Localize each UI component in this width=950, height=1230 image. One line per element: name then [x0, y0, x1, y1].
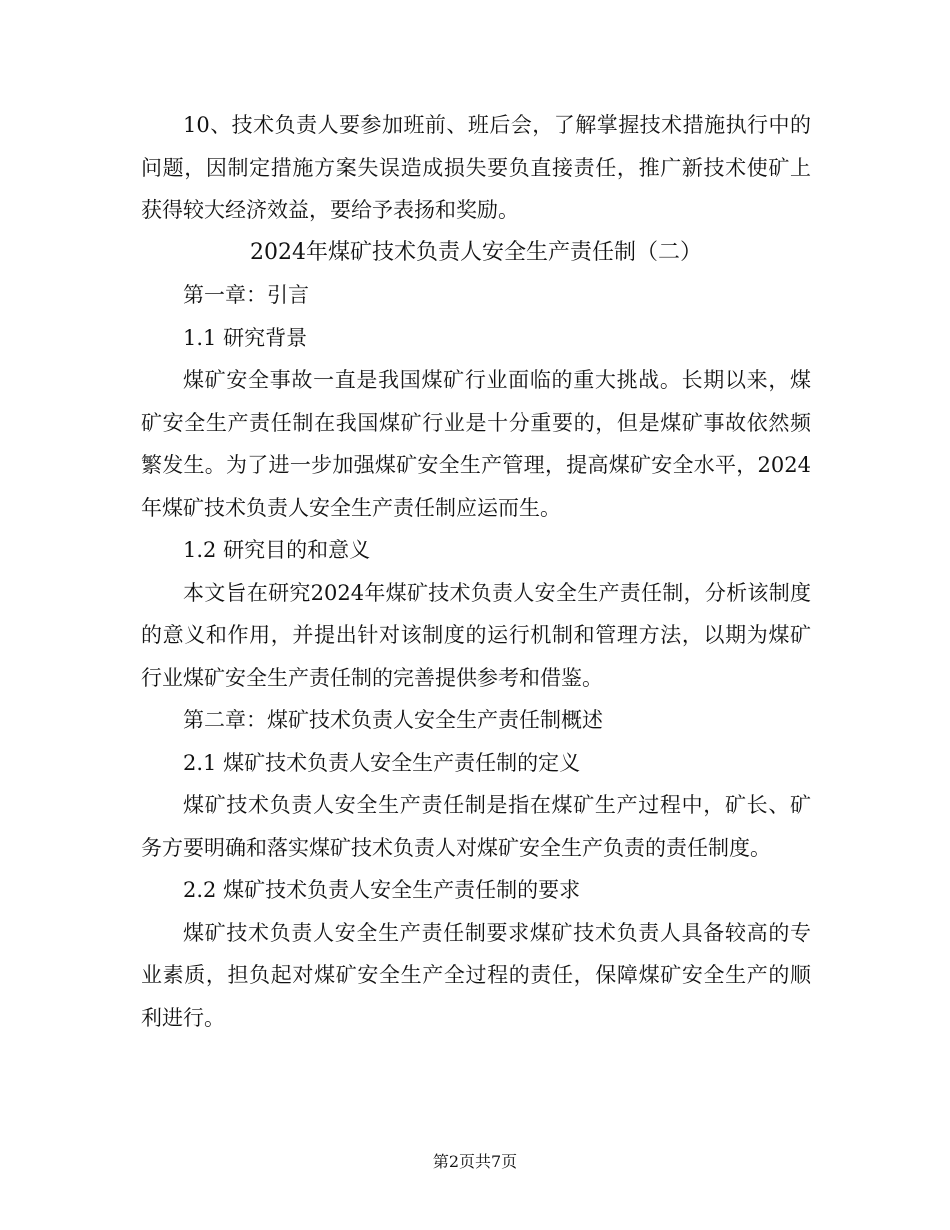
- section-2-1-heading: 2.1 煤矿技术负责人安全生产责任制的定义: [183, 750, 581, 775]
- section-1-1-heading: 1.1 研究背景: [183, 325, 308, 350]
- paragraph-item-10: 10、技术负责人要参加班前、班后会，了解掌握技术措施执行中的问题，因制定措施方案失误造成损失要负直接责任，推广新技术使矿上获得较大经济效益，要给予表扬和奖励。: [141, 113, 811, 222]
- page-number-footer: 第2页共7页: [432, 1152, 518, 1171]
- paragraph-background: 煤矿安全事故一直是我国煤矿行业面临的重大挑战。长期以来，煤矿安全生产责任制在我国煤矿行业是十分重要的，但是煤矿事故依然频繁发生。为了进一步加强煤矿安全生产管理，提高煤矿安全水平，2024年煤矿技术负责人安全生产责任制应运而生。: [141, 368, 811, 520]
- chapter-1-heading: 第一章：引言: [183, 283, 309, 307]
- chapter-2-heading: 第二章：煤矿技术负责人安全生产责任制概述: [183, 708, 603, 732]
- paragraph-purpose: 本文旨在研究2024年煤矿技术负责人安全生产责任制，分析该制度的意义和作用，并提出针对该制度的运行机制和管理方法，以期为煤矿行业煤矿安全生产责任制的完善提供参考和借鉴。: [141, 580, 811, 690]
- paragraph-requirements: 煤矿技术负责人安全生产责任制要求煤矿技术负责人具备较高的专业素质，担负起对煤矿安全生产全过程的责任，保障煤矿安全生产的顺利进行。: [141, 920, 811, 1030]
- section-2-2-heading: 2.2 煤矿技术负责人安全生产责任制的要求: [183, 878, 581, 902]
- section-title: 2024年煤矿技术负责人安全生产责任制（二）: [250, 239, 702, 265]
- section-1-2-heading: 1.2 研究目的和意义: [183, 538, 371, 562]
- paragraph-definition: 煤矿技术负责人安全生产责任制是指在煤矿生产过程中，矿长、矿务方要明确和落实煤矿技术负责人对煤矿安全生产负责的责任制度。: [141, 793, 811, 860]
- document-body: [141, 104, 811, 1039]
